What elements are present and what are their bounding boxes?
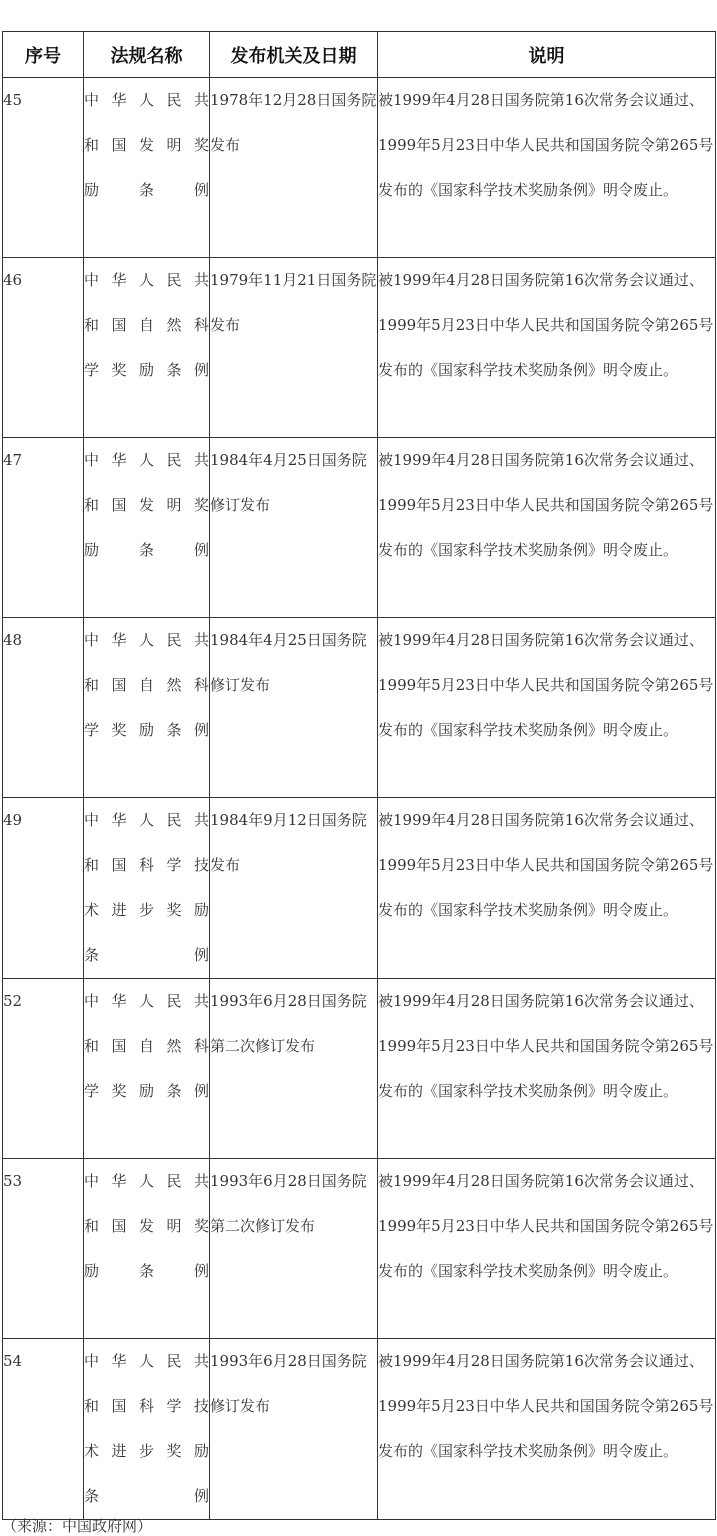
- regulation-name-line: 学奖励条例: [84, 721, 209, 739]
- cell-regulation-name: [84, 438, 210, 618]
- regulation-name-line: 中华人民共: [84, 451, 209, 469]
- regulation-name-line: 和国发明奖: [84, 136, 209, 154]
- cell-regulation-name: [84, 258, 210, 438]
- cell-issuer-date: 1993年6月28日国务院第二次修订发布: [210, 1159, 378, 1339]
- cell-regulation-name: [84, 1159, 210, 1339]
- regulations-table: [2, 31, 716, 1520]
- cell-description: 被1999年4月28日国务院第16次常务会议通过、1999年5月23日中华人民共和国国务院令第265号发布的《国家科学技术奖励条例》明令废止。: [378, 618, 716, 798]
- cell-description: 被1999年4月28日国务院第16次常务会议通过、1999年5月23日中华人民共和国国务院令第265号发布的《国家科学技术奖励条例》明令废止。: [378, 438, 716, 618]
- source-note: （来源：中国政府网）: [2, 1517, 153, 1535]
- cell-issuer-date: 1984年9月12日国务院发布: [210, 798, 378, 979]
- cell-seq: 46: [3, 258, 84, 438]
- table-row: [3, 1339, 716, 1520]
- table-body: [3, 78, 716, 1520]
- cell-description: 被1999年4月28日国务院第16次常务会议通过、1999年5月23日中华人民共和国国务院令第265号发布的《国家科学技术奖励条例》明令废止。: [378, 979, 716, 1159]
- cell-seq: 47: [3, 438, 84, 618]
- regulation-name-line: 中华人民共: [84, 811, 209, 829]
- cell-issuer-date: 1993年6月28日国务院第二次修订发布: [210, 979, 378, 1159]
- regulation-name-line: 术进步奖励: [84, 901, 209, 919]
- header-name: 法规名称: [84, 32, 210, 78]
- regulation-name-line: 中华人民共: [84, 91, 209, 109]
- regulation-name-line: 中华人民共: [84, 1352, 209, 1370]
- cell-seq: 54: [3, 1339, 84, 1520]
- table-row: [3, 258, 716, 438]
- table-row: [3, 618, 716, 798]
- regulation-name-line: 和国自然科: [84, 676, 209, 694]
- cell-seq: 45: [3, 78, 84, 258]
- cell-regulation-name: [84, 618, 210, 798]
- regulation-name-line: 和国科学技: [84, 1397, 209, 1415]
- regulation-name-line: 学奖励条例: [84, 1082, 209, 1100]
- regulation-name-line: 和国自然科: [84, 316, 209, 334]
- regulation-name-line: 励条例: [84, 181, 209, 199]
- regulation-name-line: 中华人民共: [84, 992, 209, 1010]
- regulation-name-line: 中华人民共: [84, 631, 209, 649]
- regulation-name-line: 术进步奖励: [84, 1442, 209, 1460]
- table-row: [3, 78, 716, 258]
- cell-seq: 48: [3, 618, 84, 798]
- cell-seq: 52: [3, 979, 84, 1159]
- table-row: [3, 798, 716, 979]
- header-date: 发布机关及日期: [210, 32, 378, 78]
- cell-description: 被1999年4月28日国务院第16次常务会议通过、1999年5月23日中华人民共和国国务院令第265号发布的《国家科学技术奖励条例》明令废止。: [378, 1159, 716, 1339]
- cell-regulation-name: [84, 78, 210, 258]
- regulation-name-line: 中华人民共: [84, 271, 209, 289]
- regulation-name-line: 和国发明奖: [84, 1217, 209, 1235]
- cell-regulation-name: [84, 1339, 210, 1520]
- regulation-name-line: 励条例: [84, 541, 209, 559]
- regulation-name-line: 励条例: [84, 1262, 209, 1280]
- cell-issuer-date: 1984年4月25日国务院修订发布: [210, 438, 378, 618]
- cell-regulation-name: [84, 979, 210, 1159]
- header-desc: 说明: [378, 32, 716, 78]
- cell-issuer-date: 1984年4月25日国务院修订发布: [210, 618, 378, 798]
- cell-regulation-name: [84, 798, 210, 979]
- table-header-row: [3, 32, 716, 78]
- table-row: [3, 979, 716, 1159]
- cell-seq: 49: [3, 798, 84, 979]
- cell-seq: 53: [3, 1159, 84, 1339]
- regulation-name-line: 和国发明奖: [84, 496, 209, 514]
- regulation-name-line: 条例: [84, 946, 209, 964]
- regulation-name-line: 条例: [84, 1487, 209, 1505]
- regulation-name-line: 中华人民共: [84, 1172, 209, 1190]
- cell-issuer-date: 1993年6月28日国务院修订发布: [210, 1339, 378, 1520]
- cell-description: 被1999年4月28日国务院第16次常务会议通过、1999年5月23日中华人民共和国国务院令第265号发布的《国家科学技术奖励条例》明令废止。: [378, 78, 716, 258]
- cell-description: 被1999年4月28日国务院第16次常务会议通过、1999年5月23日中华人民共和国国务院令第265号发布的《国家科学技术奖励条例》明令废止。: [378, 258, 716, 438]
- table-row: [3, 1159, 716, 1339]
- cell-description: 被1999年4月28日国务院第16次常务会议通过、1999年5月23日中华人民共和国国务院令第265号发布的《国家科学技术奖励条例》明令废止。: [378, 1339, 716, 1520]
- cell-issuer-date: 1979年11月21日国务院发布: [210, 258, 378, 438]
- regulation-name-line: 和国自然科: [84, 1037, 209, 1055]
- cell-description: 被1999年4月28日国务院第16次常务会议通过、1999年5月23日中华人民共和国国务院令第265号发布的《国家科学技术奖励条例》明令废止。: [378, 798, 716, 979]
- regulation-name-line: 和国科学技: [84, 856, 209, 874]
- cell-issuer-date: 1978年12月28日国务院发布: [210, 78, 378, 258]
- header-seq: 序号: [3, 32, 84, 78]
- regulation-name-line: 学奖励条例: [84, 361, 209, 379]
- table-row: [3, 438, 716, 618]
